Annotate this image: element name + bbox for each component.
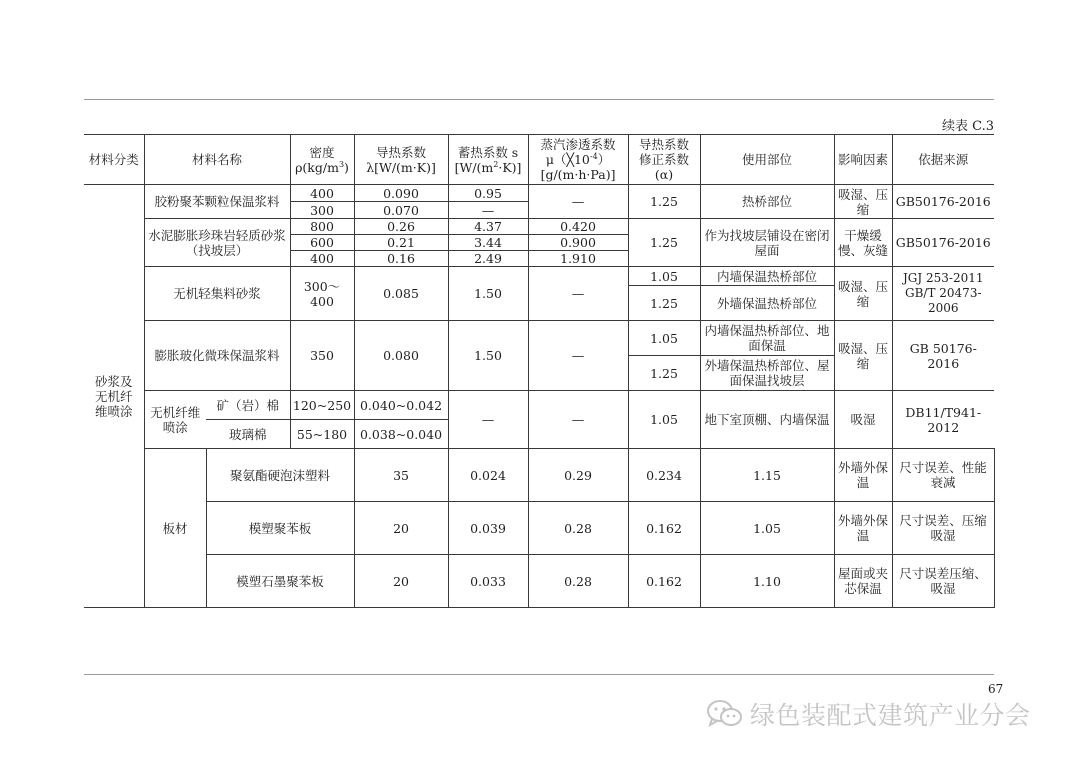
header-rule	[84, 99, 994, 100]
header-correction: 导热系数 修正系数 (α)	[628, 135, 700, 185]
correction-cell: 1.05	[700, 502, 834, 555]
storage-cell: 0.28	[528, 555, 628, 608]
materials-table	[84, 134, 994, 608]
conductivity-cell: 0.085	[354, 267, 448, 321]
table-row	[84, 267, 994, 286]
material-name: 膨胀玻化微珠保温浆料	[144, 321, 290, 391]
material-name: 聚氨酯硬泡沫塑料	[206, 449, 354, 502]
material-name: 水泥膨胀珍珠岩轻质砂浆（找坡层）	[144, 219, 290, 267]
conductivity-cell: 0.26	[354, 219, 448, 235]
conductivity-cell: 0.038~0.040	[354, 420, 448, 449]
density-cell: 120~250	[290, 391, 354, 420]
factors-cell: 吸湿、压缩	[834, 267, 892, 321]
continued-label: 续表 C.3	[941, 119, 994, 134]
header-usage: 使用部位	[700, 135, 834, 185]
density-cell: 20	[354, 555, 448, 608]
wechat-icon	[706, 698, 744, 730]
material-name: 无机轻集料砂浆	[144, 267, 290, 321]
vapor-cell: 1.910	[528, 251, 628, 267]
density-cell: 400	[290, 251, 354, 267]
source-cell: GB50176-2016	[892, 219, 994, 267]
watermark	[706, 697, 1031, 731]
factors-cell: 吸湿、压缩	[834, 185, 892, 219]
table-row	[84, 502, 994, 555]
usage-cell: 内墙保温热桥部位	[700, 267, 834, 286]
factors-cell: 干燥缓慢、灰缝	[834, 219, 892, 267]
storage-cell: 0.95	[448, 185, 528, 202]
factors-cell: 吸湿、压缩	[834, 321, 892, 391]
conductivity-cell: 0.070	[354, 202, 448, 219]
footer-rule	[84, 674, 994, 675]
storage-cell: 1.50	[448, 267, 528, 321]
table-row	[84, 321, 994, 356]
correction-cell: 1.05	[628, 391, 700, 449]
header-name: 材料名称	[144, 135, 290, 185]
material-name: 胶粉聚苯颗粒保温浆料	[144, 185, 290, 219]
watermark-text: 绿色装配式建筑产业分会	[750, 701, 1031, 730]
conductivity-cell: 0.033	[448, 555, 528, 608]
density-cell: 20	[354, 502, 448, 555]
storage-cell: —	[448, 391, 528, 449]
density-cell: 400	[290, 185, 354, 202]
header-density: 密度 $\rho(kg/m^3)$	[290, 135, 354, 185]
table-row	[84, 555, 994, 608]
vapor-cell: 0.234	[628, 449, 700, 502]
header-source: 依据来源	[892, 135, 994, 185]
header-factors: 影响因素	[834, 135, 892, 185]
vapor-cell: —	[528, 267, 628, 321]
header-category: 材料分类	[84, 135, 144, 185]
vapor-cell: —	[528, 185, 628, 219]
correction-cell: 1.05	[628, 321, 700, 356]
vapor-cell: 0.900	[528, 235, 628, 251]
correction-cell: 1.25	[628, 356, 700, 391]
material-subname: 玻璃棉	[206, 420, 290, 449]
storage-cell: —	[448, 202, 528, 219]
header-conductivity: 导热系数 λ[W/(m·K)]	[354, 135, 448, 185]
factors-cell: 尺寸误差、性能衰减	[892, 449, 994, 502]
correction-cell: 1.25	[628, 185, 700, 219]
density-cell: 800	[290, 219, 354, 235]
conductivity-cell: 0.21	[354, 235, 448, 251]
page-number: 67	[988, 682, 1004, 696]
usage-cell: 外墙保温热桥部位	[700, 286, 834, 321]
table-row	[84, 185, 994, 202]
density-cell: 300～400	[290, 267, 354, 321]
storage-cell: 4.37	[448, 219, 528, 235]
storage-cell: 1.50	[448, 321, 528, 391]
conductivity-cell: 0.040~0.042	[354, 391, 448, 420]
table-row	[84, 391, 994, 420]
vapor-cell: 0.420	[528, 219, 628, 235]
correction-cell: 1.10	[700, 555, 834, 608]
category-board: 板材	[144, 449, 206, 608]
density-cell: 300	[290, 202, 354, 219]
storage-cell: 0.29	[528, 449, 628, 502]
source-cell: JGJ 253-2011 GB/T 20473-2006	[892, 267, 994, 321]
conductivity-cell: 0.024	[448, 449, 528, 502]
source-cell: GB 50176-2016	[892, 321, 994, 391]
material-name: 模塑聚苯板	[206, 502, 354, 555]
usage-cell: 外墙外保温	[834, 502, 892, 555]
storage-cell: 2.49	[448, 251, 528, 267]
conductivity-cell: 0.039	[448, 502, 528, 555]
storage-cell: 3.44	[448, 235, 528, 251]
usage-cell: 屋面或夹芯保温	[834, 555, 892, 608]
vapor-cell: —	[528, 391, 628, 449]
usage-cell: 外墙外保温	[834, 449, 892, 502]
vapor-cell: 0.162	[628, 502, 700, 555]
density-cell: 55~180	[290, 420, 354, 449]
correction-cell: 1.15	[700, 449, 834, 502]
usage-cell: 热桥部位	[700, 185, 834, 219]
correction-cell: 1.25	[628, 286, 700, 321]
correction-cell: 1.25	[628, 219, 700, 267]
header-row	[84, 135, 994, 185]
conductivity-cell: 0.080	[354, 321, 448, 391]
usage-cell: 地下室顶棚、内墙保温	[700, 391, 834, 449]
density-cell: 350	[290, 321, 354, 391]
usage-cell: 内墙保温热桥部位、地面保温	[700, 321, 834, 356]
source-cell: GB50176-2016	[892, 185, 994, 219]
factors-cell: 尺寸误差、压缩吸湿	[892, 502, 994, 555]
vapor-cell: 0.162	[628, 555, 700, 608]
header-vapor: 蒸汽渗透系数 $\mu(╳10^{-4})$ [g/(m·h·Pa)]	[528, 135, 628, 185]
density-cell: 600	[290, 235, 354, 251]
conductivity-cell: 0.090	[354, 185, 448, 202]
source-cell: DB11/T941-2012	[892, 391, 994, 449]
density-cell: 35	[354, 449, 448, 502]
table-row	[84, 449, 994, 502]
usage-cell: 作为找坡层铺设在密闭屋面	[700, 219, 834, 267]
material-subname: 矿（岩）棉	[206, 391, 290, 420]
factors-cell: 尺寸误差压缩、吸湿	[892, 555, 994, 608]
usage-cell: 外墙保温热桥部位、屋面保温找坡层	[700, 356, 834, 391]
table-row	[84, 219, 994, 235]
factors-cell: 吸湿	[834, 391, 892, 449]
vapor-cell: —	[528, 321, 628, 391]
material-name: 无机纤维喷涂	[144, 391, 206, 449]
header-heat-storage: 蓄热系数 s $[W/(m^2\cdot K)]$	[448, 135, 528, 185]
correction-cell: 1.05	[628, 267, 700, 286]
conductivity-cell: 0.16	[354, 251, 448, 267]
storage-cell: 0.28	[528, 502, 628, 555]
material-name: 模塑石墨聚苯板	[206, 555, 354, 608]
category-mortar: 砂浆及无机纤维喷涂	[84, 185, 144, 608]
